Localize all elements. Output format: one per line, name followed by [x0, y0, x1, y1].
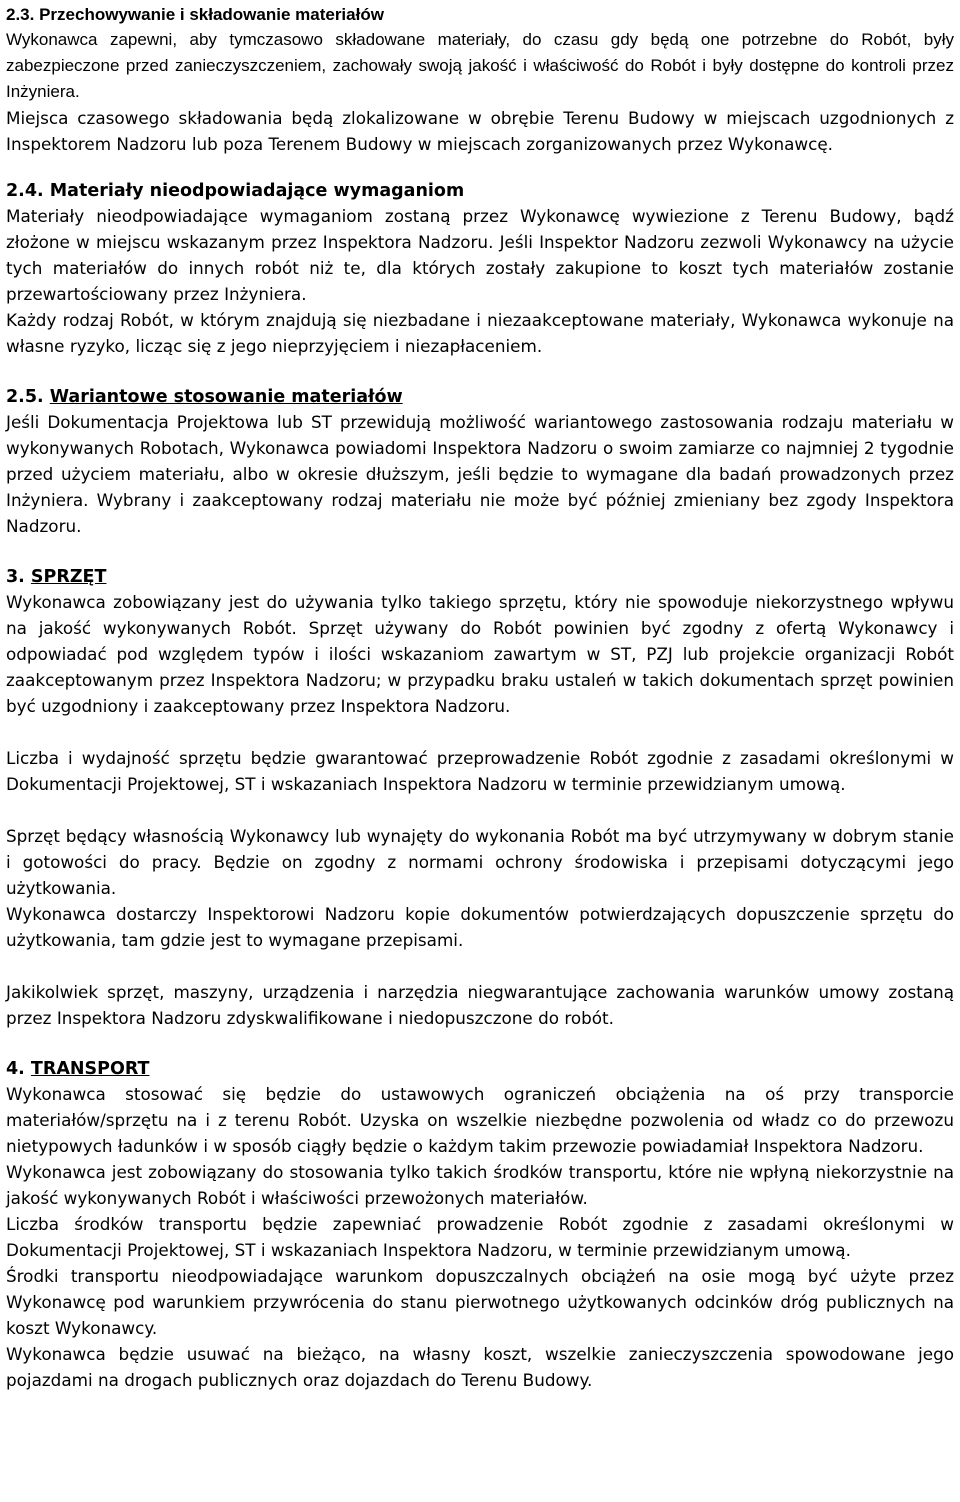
paragraph: Jakikolwiek sprzęt, maszyny, urządzenia i narzędzia niegwarantujące zachowania warunków umowy zostaną przez Inspektora Nadzoru zdyskwalifikowane i niedopuszczone do robót.	[6, 982, 954, 1028]
paragraph: Jeśli Dokumentacja Projektowa lub ST przewidują możliwość wariantowego zastosowania rodzaju materiału w wykonywanych Robotach, Wykonawca powiadomi Inspektora Nadzoru o swoim zamiarze co najmniej 2 tygodnie przed użyciem materiału, albo w okresie dłuższym, jeśli będzie to wymagane dla badań prowadzonych przez Inżyniera. Wybrany i zaakceptowany rodzaj materiału nie może być później zmieniany bez zgody Inspektora Nadzoru.	[6, 412, 954, 536]
paragraph: Wykonawca zapewni, aby tymczasowo składowane materiały, do czasu gdy będą one potrzebne do Robót, były zabezpieczone przed zanieczyszczeniem, zachowały swoją jakość i właściwość do Robót i były dostępne do kontroli przez Inżyniera.	[6, 30, 954, 101]
section-number: 4.	[6, 1059, 25, 1079]
paragraph: Każdy rodzaj Robót, w którym znajdują się niezbadane i niezaakceptowane materiały, Wykonawca wykonuje na własne ryzyko, licząc się z jego nieprzyjęciem i niezapłaceniem.	[6, 310, 954, 356]
section-heading-2-4	[6, 179, 954, 203]
paragraph: Sprzęt będący własnością Wykonawcy lub wynajęty do wykonania Robót ma być utrzymywany w dobrym stanie i gotowości do pracy. Będzie on zgodny z normami ochrony środowiska i przepisami dotyczącymi jego użytkowania.	[6, 826, 954, 898]
section-title: Przechowywanie i składowanie materiałów	[39, 5, 384, 24]
section-heading-3	[6, 565, 954, 589]
section-heading-2-5	[6, 385, 954, 409]
section-title: SPRZĘT	[30, 567, 107, 587]
paragraph: Wykonawca dostarczy Inspektorowi Nadzoru kopie dokumentów potwierdzających dopuszczenie sprzętu do użytkowania, tam gdzie jest to wymagane przepisami.	[6, 904, 954, 950]
section-number: 3.	[6, 567, 25, 587]
section-number: 2.5.	[6, 387, 44, 407]
paragraph: Wykonawca stosować się będzie do ustawowych ograniczeń obciążenia na oś przy transporcie materiałów/sprzętu na i z terenu Robót. Uzyska on wszelkie niezbędne pozwolenia od władz co do przewozu nietypowych ładunków i w sposób ciągły będzie o każdym takim przewozie powiadamiał Inspektora Nadzoru.	[6, 1084, 954, 1156]
section-heading-2-3	[6, 3, 954, 27]
paragraph: Liczba i wydajność sprzętu będzie gwarantować przeprowadzenie Robót zgodnie z zasadami określonymi w Dokumentacji Projektowej, ST i wskazaniach Inspektora Nadzoru w terminie przewidzianym umową.	[6, 748, 954, 794]
paragraph: Materiały nieodpowiadające wymaganiom zostaną przez Wykonawcę wywiezione z Terenu Budowy, bądź złożone w miejscu wskazanym przez Inspektora Nadzoru. Jeśli Inspektor Nadzoru zezwoli Wykonawcy na użycie tych materiałów do innych robót niż te, dla których zostały zakupione to koszt tych materiałów zostanie przewartościowany przez Inżyniera.	[6, 206, 954, 304]
paragraph: Wykonawca zobowiązany jest do używania tylko takiego sprzętu, który nie spowoduje niekorzystnego wpływu na jakość wykonywanych Robót. Sprzęt używany do Robót powinien być zgodny z ofertą Wykonawcy i odpowiadać pod względem typów i ilości wskazaniom zawartym w ST, PZJ lub projekcie organizacji Robót zaakceptowanym przez Inspektora Nadzoru; w przypadku braku ustaleń w takich dokumentach sprzęt powinien być uzgodniony i zaakceptowany przez Inspektora Nadzoru.	[6, 592, 954, 716]
section-number: 2.3.	[6, 5, 35, 24]
paragraph: Liczba środków transportu będzie zapewniać prowadzenie Robót zgodnie z zasadami określonymi w Dokumentacji Projektowej, ST i wskazaniach Inspektora Nadzoru, w terminie przewidzianym umową.	[6, 1214, 954, 1260]
section-number: 2.4.	[6, 181, 44, 201]
paragraph: Miejsca czasowego składowania będą zlokalizowane w obrębie Terenu Budowy w miejscach uzgodnionych z Inspektorem Nadzoru lub poza Terenem Budowy w miejscach zorganizowanych przez Wykonawcę.	[6, 108, 954, 154]
section-title: Wariantowe stosowanie materiałów	[49, 387, 403, 407]
section-title: TRANSPORT	[30, 1059, 150, 1079]
section-title: Materiały nieodpowiadające wymaganiom	[49, 181, 465, 201]
paragraph: Wykonawca będzie usuwać na bieżąco, na własny koszt, wszelkie zanieczyszczenia spowodowane jego pojazdami na drogach publicznych oraz dojazdach do Terenu Budowy.	[6, 1344, 954, 1390]
paragraph: Środki transportu nieodpowiadające warunkom dopuszczalnych obciążeń na osie mogą być użyte przez Wykonawcę pod warunkiem przywrócenia do stanu pierwotnego użytkowanych odcinków dróg publicznych na koszt Wykonawcy.	[6, 1266, 954, 1338]
paragraph: Wykonawca jest zobowiązany do stosowania tylko takich środków transportu, które nie wpłyną niekorzystnie na jakość wykonywanych Robót i właściwości przewożonych materiałów.	[6, 1162, 954, 1208]
section-heading-4	[6, 1057, 954, 1081]
